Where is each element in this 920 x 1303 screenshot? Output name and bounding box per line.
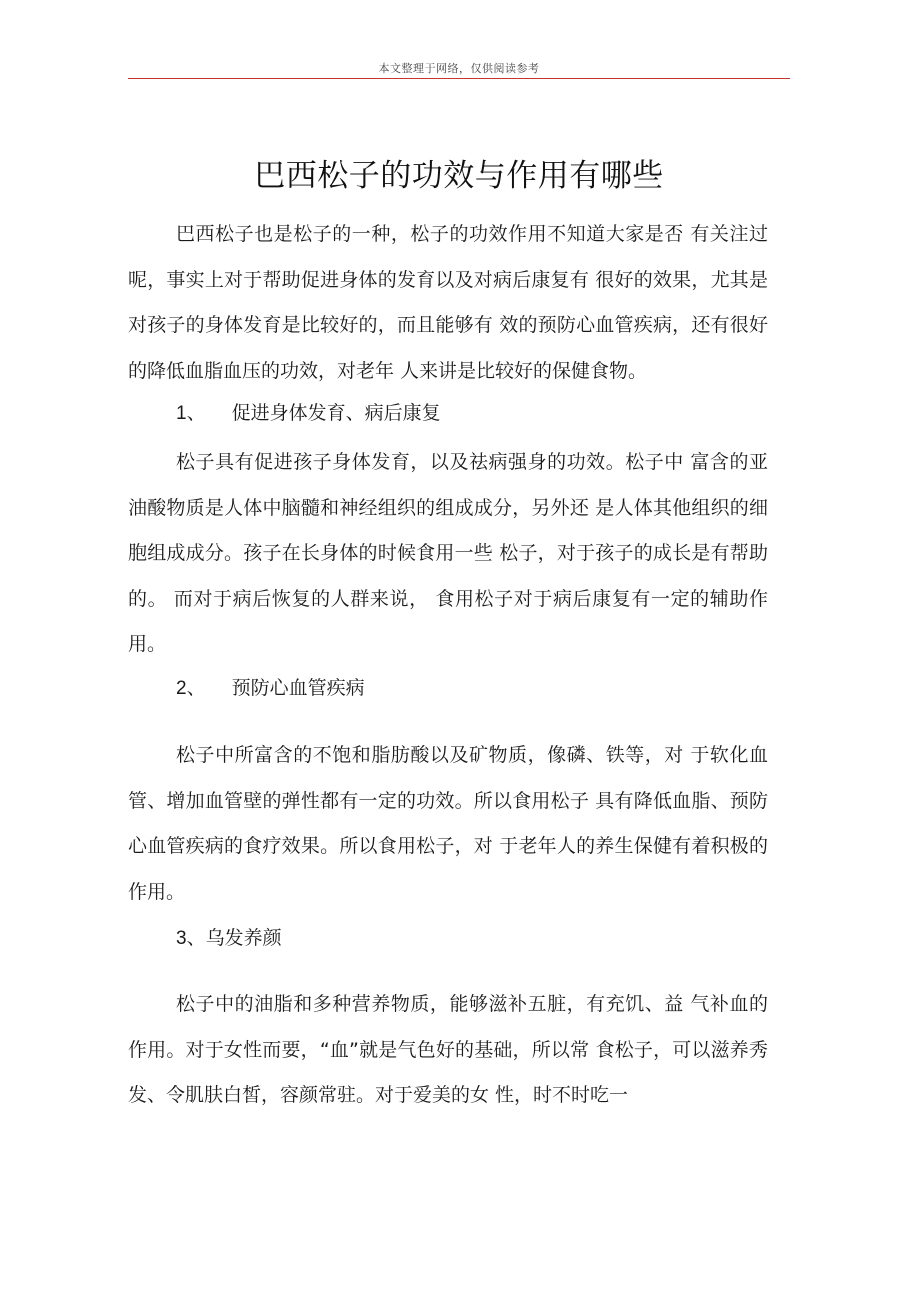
section-number: 2 — [176, 678, 187, 699]
section-heading-2 — [176, 675, 365, 702]
section-heading-1 — [176, 400, 441, 427]
intro-paragraph: 巴西松子也是松子的一种，松子的功效作用不知道大家是否 有关注过呢，事实上对于帮助促进身体的发育以及对病后康复有 很好的效果，尤其是对孩子的身体发育是比较好的，而且能够有 效的预防心血管疾病，还有很好的降低血脂血压的功效，对老年 人来讲是比较好的保健食物。 — [128, 223, 768, 382]
section-heading-text: 促进身体发育、病后康复 — [231, 402, 441, 424]
section-number: 1 — [176, 403, 187, 424]
section-separator: 、 — [186, 402, 206, 424]
header-note: 本文整理于网络，仅供阅读参考 — [378, 62, 540, 75]
section-heading-text: 预防心血管疾病 — [231, 677, 365, 699]
section-heading-text: 乌发养颜 — [205, 927, 282, 949]
section-separator: 、 — [186, 677, 206, 699]
section-body-3: 松子中的油脂和多种营养物质，能够滋补五脏，有充饥、益 气补血的作用。对于女性而要，“血”就是气色好的基础，所以常 食松子，可以滋养秀发、令肌肤白皙，容颜常驻。对于爱美的女 性，时不时吃一 — [128, 993, 768, 1106]
section-body-2: 松子中所富含的不饱和脂肪酸以及矿物质，像磷、铁等，对 于软化血管、增加血管壁的弹性都有一定的功效。所以食用松子 具有降低血脂、预防心血管疾病的食疗效果。所以食用松子，对 于老年人的养生保健有着积极的作用。 — [128, 744, 768, 903]
section-heading-3 — [176, 925, 282, 952]
header-divider — [128, 78, 790, 79]
section-body-1: 松子具有促进孩子身体发育，以及祛病强身的功效。松子中 富含的亚油酸物质是人体中脑髓和神经组织的组成成分，另外还 是人体其他组织的细胞组成成分。孩子在长身体的时候食用一些 松子，对于孩子的成长是有帮助的。 而对于病后恢复的人群来说， 食用松子对于病后康复有一定的辅助作用。 — [128, 451, 768, 655]
section-number: 3 — [176, 928, 187, 949]
page-title: 巴西松子的功效与作用有哪些 — [254, 158, 664, 194]
section-separator: 、 — [186, 927, 206, 949]
